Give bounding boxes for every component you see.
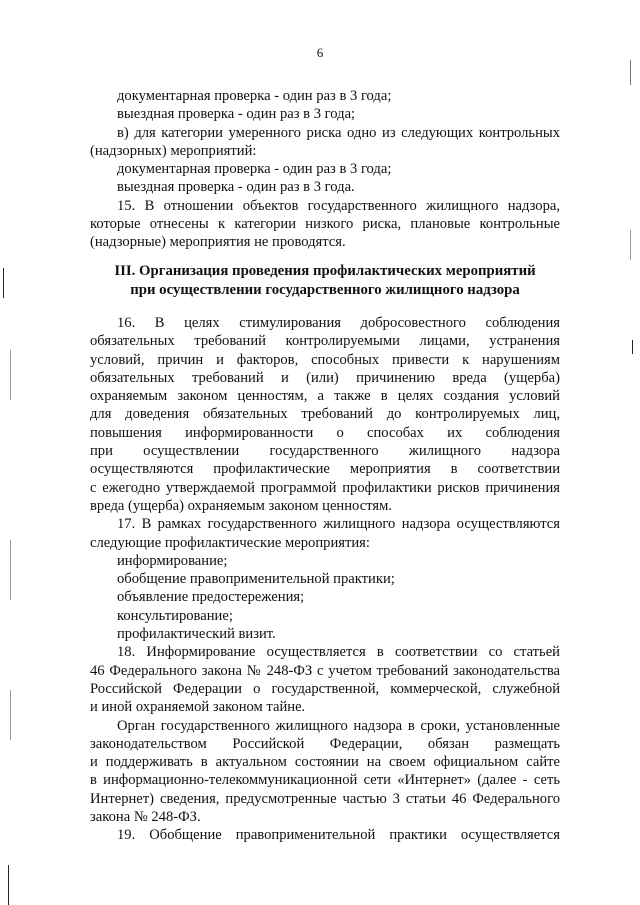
text-line: 15. В отношении объектов государственного жилищного надзора, — [117, 197, 560, 214]
scan-mark — [10, 540, 11, 600]
text-line: в информационно-телекоммуникационной сети «Интернет» (далее - сеть — [90, 772, 560, 789]
text-line: которые отнесены к категории низкого риска, плановые контрольные — [90, 216, 560, 233]
scan-mark — [630, 230, 631, 260]
text-line: Орган государственного жилищного надзора в сроки, установленные — [117, 717, 560, 734]
scan-mark — [10, 690, 11, 740]
text-block-top — [90, 87, 560, 252]
text-line: вреда (ущерба) охраняемым законом ценностям. — [90, 497, 392, 514]
scan-mark — [3, 268, 4, 298]
text-line: и иной охраняемой законом тайне. — [90, 699, 306, 716]
text-line: Российской Федерации о государственной, коммерческой, служебной — [90, 680, 560, 697]
text-line: выездная проверка - один раз в 3 года. — [117, 179, 355, 196]
text-line: (надзорные) мероприятия не проводятся. — [90, 234, 346, 251]
text-line: обобщение правоприменительной практики; — [117, 571, 395, 588]
text-line: документарная проверка - один раз в 3 года; — [117, 88, 392, 104]
section-heading-line-2: при осуществлении государственного жилищного надзора — [130, 282, 520, 298]
text-line: 17. В рамках государственного жилищного надзора осуществляются — [117, 516, 560, 533]
text-line: следующие профилактические мероприятия: — [90, 534, 370, 551]
scan-mark — [630, 60, 631, 85]
section-heading-line-1: III. Организация проведения профилактических мероприятий — [114, 263, 536, 279]
page-number: 6 — [316, 45, 324, 60]
scan-mark — [8, 865, 9, 905]
text-line: выездная проверка - один раз в 3 года; — [117, 106, 356, 123]
text-line: 19. Обобщение правоприменительной практики осуществляется — [117, 827, 560, 844]
text-line: осуществляются профилактические мероприятия в соответствии — [90, 461, 560, 478]
text-line: документарная проверка - один раз в 3 года; — [117, 161, 392, 178]
text-line: (надзорных) мероприятий: — [90, 142, 257, 159]
text-line: профилактический визит. — [117, 626, 276, 643]
text-line: законодательством Российской Федерации, обязан размещать — [90, 735, 560, 752]
section-heading — [90, 262, 560, 300]
text-line: и поддерживать в актуальном состоянии на своем официальном сайте — [90, 754, 560, 771]
text-line: 16. В целях стимулирования добросовестного соблюдения — [117, 315, 560, 331]
text-line: 18. Информирование осуществляется в соответствии со статьей — [117, 644, 560, 661]
text-line: повышения информированности о способах их соблюдения — [90, 424, 560, 441]
text-line: 46 Федерального закона № 248-ФЗ с учетом требований законодательства — [90, 662, 560, 679]
scan-mark — [10, 350, 11, 400]
text-line: для доведения обязательных требований до контролируемых лиц, — [90, 406, 560, 423]
text-line: информирование; — [117, 552, 228, 569]
text-line: Интернет) сведения, предусмотренные частью 3 статьи 46 Федерального — [90, 790, 560, 807]
text-block-main — [90, 314, 560, 845]
text-line: условий, причин и факторов, способных привести к нарушениям — [90, 351, 560, 368]
text-line: консультирование; — [117, 607, 233, 624]
text-line: с ежегодно утверждаемой программой профилактики рисков причинения — [90, 479, 560, 496]
text-line: обязательных требований и (или) причинению вреда (ущерба) — [90, 369, 560, 386]
text-line: при осуществлении государственного жилищного надзора — [90, 443, 560, 460]
text-line: объявление предостережения; — [117, 589, 305, 606]
text-line: в) для категории умеренного риска одно из следующих контрольных — [117, 124, 560, 141]
text-line: закона № 248-ФЗ. — [90, 809, 201, 826]
text-line: охраняемым законом ценностям, а также в целях создания условий — [90, 388, 560, 405]
scan-mark — [632, 340, 633, 354]
text-line: обязательных требований контролируемыми лицами, устранения — [90, 333, 560, 350]
